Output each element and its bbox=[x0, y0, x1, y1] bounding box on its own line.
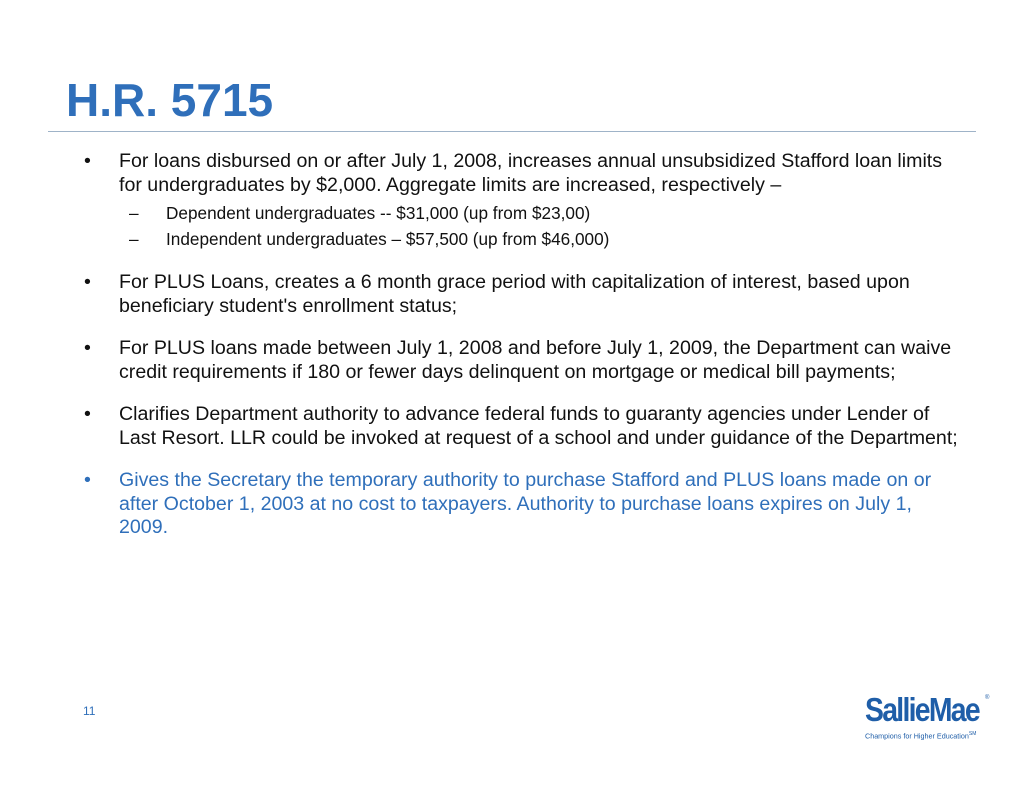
sub-bullet-list bbox=[119, 200, 964, 252]
page-number: 11 bbox=[83, 704, 96, 718]
logo-tagline-text: Champions for Higher Education bbox=[865, 731, 969, 741]
bullet-text: For PLUS loans made between July 1, 2008 and before July 1, 2009, the Department can waive credit requirements if 180 or fewer days delinquent on mortgage or medical bill payments; bbox=[119, 337, 952, 383]
bullet-item bbox=[84, 150, 964, 252]
registered-mark: ® bbox=[985, 695, 990, 701]
bullet-list bbox=[84, 150, 964, 559]
bullet-text: Gives the Secretary the temporary authority to purchase Stafford and PLUS loans made on or after October 1, 2003 at no cost to taxpayers. Authority to purchase loans expires on July 1, 2009. bbox=[119, 469, 932, 538]
logo-wordmark: SallieMae bbox=[865, 691, 979, 728]
bullet-marker: • bbox=[84, 469, 91, 491]
service-mark: SM bbox=[968, 731, 977, 737]
bullet-marker: • bbox=[84, 271, 91, 293]
bullet-marker: • bbox=[84, 403, 91, 425]
title-divider bbox=[48, 131, 976, 132]
bullet-item-highlighted bbox=[84, 469, 964, 540]
sub-bullet-text: Dependent undergraduates -- $31,000 (up from $23,00) bbox=[166, 203, 591, 223]
sallie-mae-logo bbox=[865, 693, 989, 743]
bullet-marker: • bbox=[84, 150, 91, 172]
bullet-item bbox=[84, 271, 964, 318]
slide-title: H.R. 5715 bbox=[66, 74, 274, 126]
bullet-text: Clarifies Department authority to advance federal funds to guaranty agencies under Lender of Last Resort. LLR could be invoked at request of a school and under guidance of the Department; bbox=[119, 403, 958, 449]
sub-bullet-text: Independent undergraduates – $57,500 (up from $46,000) bbox=[166, 229, 610, 249]
dash-marker: – bbox=[129, 229, 139, 249]
dash-marker: – bbox=[129, 203, 139, 223]
bullet-item bbox=[84, 337, 964, 384]
bullet-item bbox=[84, 403, 964, 450]
sub-bullet-item bbox=[119, 226, 964, 252]
sub-bullet-item bbox=[119, 200, 964, 226]
bullet-text: For PLUS Loans, creates a 6 month grace period with capitalization of interest, based upon beneficiary student's enrollment status; bbox=[119, 271, 910, 317]
logo-tagline bbox=[865, 730, 976, 740]
bullet-text: For loans disbursed on or after July 1, 2008, increases annual unsubsidized Stafford loan limits for undergraduates by $2,000. Aggregate limits are increased, respectively – bbox=[119, 150, 943, 196]
bullet-marker: • bbox=[84, 337, 91, 359]
